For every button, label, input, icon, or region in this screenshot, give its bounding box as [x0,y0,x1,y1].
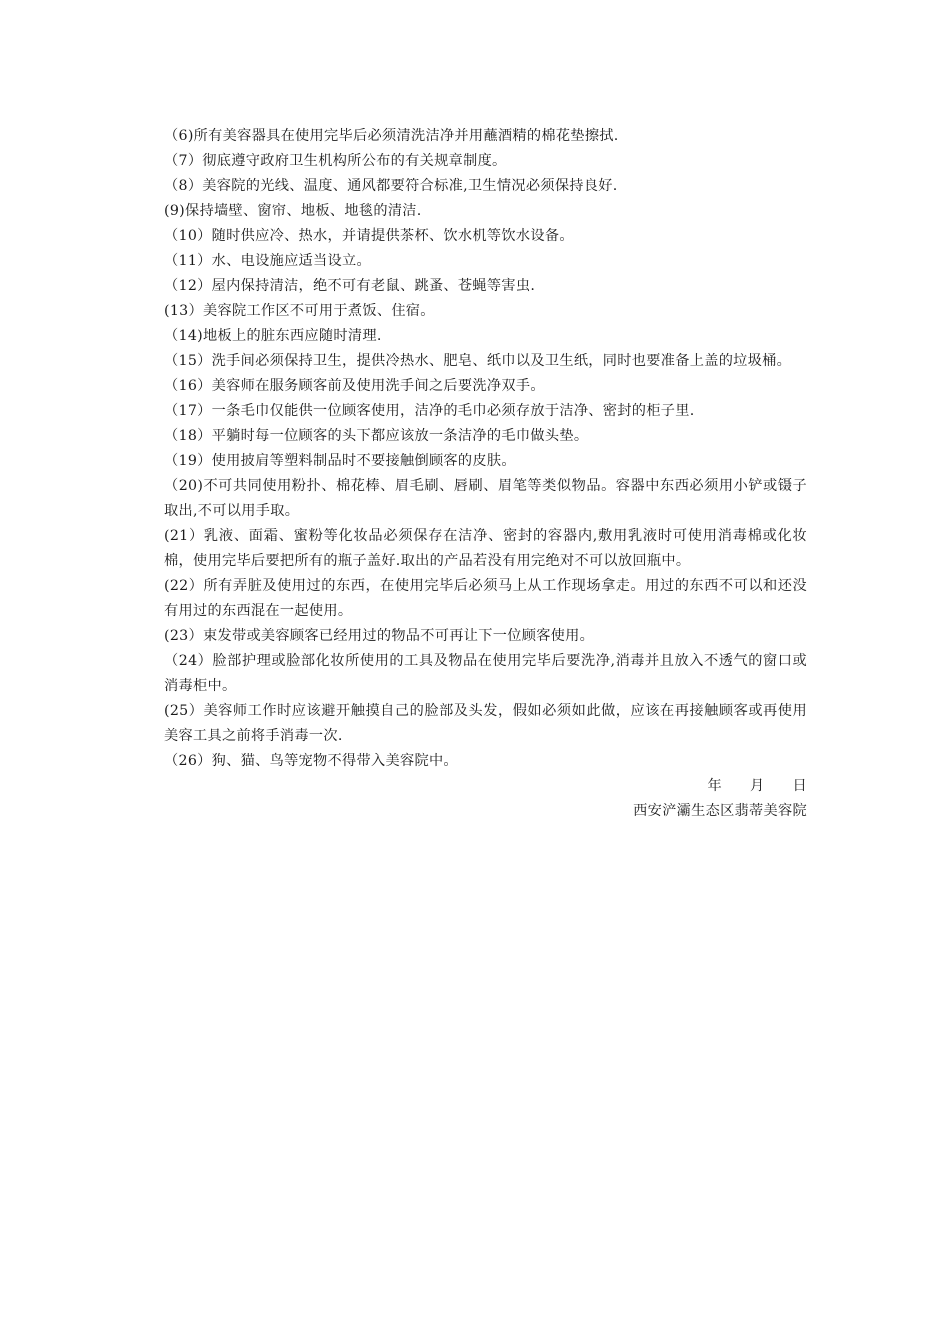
signature: 西安浐灞生态区翡蒂美容院 [633,803,807,819]
rule-item: (9)保持墙壁、窗帘、地板、地毯的清洁. [164,203,422,219]
rule-item: （15）洗手间必须保持卫生，提供冷热水、肥皂、纸巾以及卫生纸，同时也要准备上盖的垃圾桶。 [164,353,792,369]
rule-item: （11）水、电设施应适当设立。 [164,253,371,269]
date-line [164,774,807,799]
rule-item: （18）平躺时每一位顾客的头下都应该放一条洁净的毛巾做头垫。 [164,428,589,444]
rule-item: （19）使用披肩等塑料制品时不要接触倒顾客的皮肤。 [164,453,516,469]
rule-item: （26）狗、猫、鸟等宠物不得带入美容院中。 [164,753,458,769]
rule-item: (23）束发带或美容顾客已经用过的物品不可再让下一位顾客使用。 [164,628,595,644]
date-day: 日 [792,778,807,794]
rule-item: （24）脸部护理或脸部化妆所使用的工具及物品在使用完毕后要洗净,消毒并且放入不透气的窗口或消毒柜中。 [164,653,807,694]
rule-item: （10）随时供应冷、热水，并请提供茶杯、饮水机等饮水设备。 [164,228,574,244]
rule-item: (21）乳液、面霜、蜜粉等化妆品必须保存在洁净、密封的容器内,敷用乳液时可使用消毒棉或化妆棉，使用完毕后要把所有的瓶子盖好.取出的产品若没有用完绝对不可以放回瓶中。 [164,528,807,569]
rule-item: (22）所有弄脏及使用过的东西，在使用完毕后必须马上从工作现场拿走。用过的东西不可以和还没有用过的东西混在一起使用。 [164,578,807,619]
rule-item: （20)不可共同使用粉扑、棉花棒、眉毛刷、唇刷、眉笔等类似物品。容器中东西必须用小铲或镊子取出,不可以用手取。 [164,478,807,519]
rule-item: （8）美容院的光线、温度、通风都要符合标准,卫生情况必须保持良好. [164,178,618,194]
rule-item: （12）屋内保持清洁，绝不可有老鼠、跳蚤、苍蝇等害虫. [164,278,536,294]
date-month: 月 [750,778,765,794]
rule-item: （6)所有美容器具在使用完毕后必须清洗洁净并用蘸酒精的棉花垫擦拭. [164,128,619,144]
rules-body [164,124,807,824]
rule-item: （7）彻底遵守政府卫生机构所公布的有关规章制度。 [164,153,507,169]
rule-item: (13）美容院工作区不可用于煮饭、住宿。 [164,303,435,319]
rule-item: （17）一条毛巾仅能供一位顾客使用，洁净的毛巾必须存放于洁净、密封的柜子里. [164,403,695,419]
rule-item: (25）美容师工作时应该避开触摸自己的脸部及头发，假如必须如此做，应该在再接触顾客或再使用美容工具之前将手消毒一次. [164,703,807,744]
rule-item: （14)地板上的脏东西应随时清理. [164,328,382,344]
date-year: 年 [707,778,722,794]
rule-item: （16）美容师在服务顾客前及使用洗手间之后要洗净双手。 [164,378,545,394]
